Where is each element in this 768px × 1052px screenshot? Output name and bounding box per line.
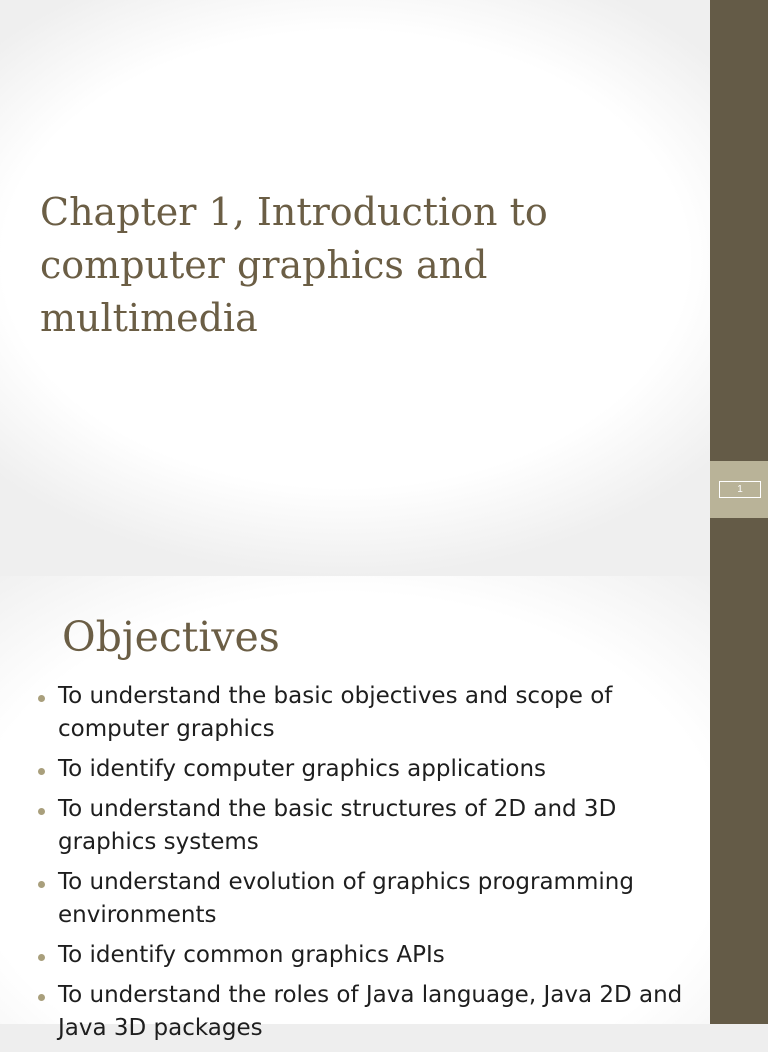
list-item-text: To understand the roles of Java language, Java 2D and bbox=[58, 982, 683, 1008]
list-item bbox=[38, 753, 718, 786]
bullet-icon bbox=[38, 808, 45, 815]
list-item-text: To understand the basic structures of 2D and 3D bbox=[58, 796, 617, 822]
bullet-icon bbox=[38, 954, 45, 961]
list-item bbox=[38, 979, 718, 1045]
list-item-text: To understand the basic objectives and scope of bbox=[58, 683, 613, 709]
bullet-icon bbox=[38, 881, 45, 888]
slide-number: 1 bbox=[719, 481, 761, 498]
side-accent-bar bbox=[710, 576, 768, 1024]
objectives-heading: Objectives bbox=[62, 613, 280, 661]
list-item bbox=[38, 793, 718, 859]
bullet-icon bbox=[38, 994, 45, 1001]
objectives-list bbox=[38, 680, 718, 1052]
list-item bbox=[38, 866, 718, 932]
bullet-icon bbox=[38, 695, 45, 702]
list-item bbox=[38, 939, 718, 972]
list-item bbox=[38, 680, 718, 746]
title-line: multimedia bbox=[40, 296, 258, 340]
list-item-text: graphics systems bbox=[58, 829, 259, 855]
title-line: Chapter 1, Introduction to bbox=[40, 190, 548, 234]
slide-2 bbox=[0, 576, 768, 1041]
list-item-text: To understand evolution of graphics programming bbox=[58, 869, 634, 895]
bullet-icon bbox=[38, 768, 45, 775]
title-line: computer graphics and bbox=[40, 243, 488, 287]
slide-title bbox=[40, 186, 660, 345]
list-item-text: To identify common graphics APIs bbox=[58, 942, 445, 968]
list-item-text: Java 3D packages bbox=[58, 1015, 263, 1041]
list-item-text: computer graphics bbox=[58, 716, 275, 742]
list-item-text: To identify computer graphics applications bbox=[58, 756, 547, 782]
list-item-text: environments bbox=[58, 902, 217, 928]
